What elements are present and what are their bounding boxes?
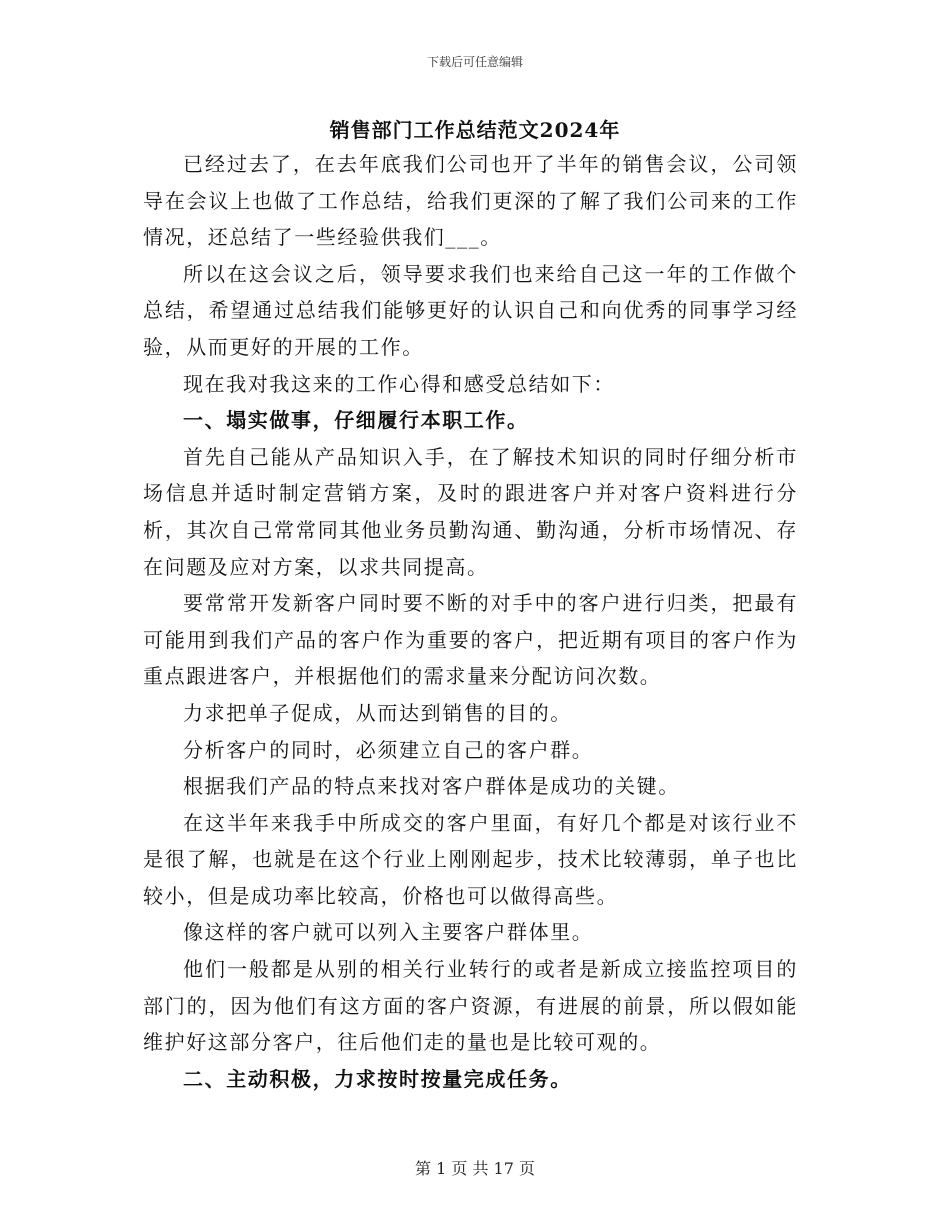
paragraph-8: 根据我们产品的特点来找对客户群体是成功的关键。: [183, 774, 680, 799]
paragraph-6: 力求把单子促成，从而达到销售的目的。: [183, 700, 572, 725]
paragraph-9: 在这半年来我手中所成交的客户里面，有好几个都是对该行业不是很了解，也就是在这个行业上刚刚起步，技术比较薄弱，单子也比较小，但是成功率比较高，价格也可以做得高些。: [143, 810, 798, 908]
header-note: 下载后可任意编辑: [426, 55, 523, 69]
paragraph-7: 分析客户的同时，必须建立自己的客户群。: [183, 737, 594, 762]
paragraph-1: 已经过去了，在去年底我们公司也开了半年的销售会议，公司领导在会议上也做了工作总结，给我们更深的了解了我们公司来的工作情况，还总结了一些经验供我们___。: [143, 152, 798, 250]
paragraph-10: 像这样的客户就可以列入主要客户群体里。: [183, 920, 594, 945]
paragraph-11: 他们一般都是从别的相关行业转行的或者是新成立接监控项目的部门的，因为他们有这方面的客户资源，有进展的前景，所以假如能维护好这部分客户，往后他们走的量也是比较可观的。: [143, 957, 798, 1055]
paragraph-5: 要常常开发新客户同时要不断的对手中的客户进行归类，把最有可能用到我们产品的客户作为重要的客户，把近期有项目的客户作为重点跟进客户，并根据他们的需求量来分配访问次数。: [143, 591, 798, 689]
paragraph-4: 首先自己能从产品知识入手，在了解技术知识的同时仔细分析市场信息并适时制定营销方案，及时的跟进客户并对客户资料进行分析，其次自己常常同其他业务员勤沟通、勤沟通，分析市场情况、存在问题及应对方案，以求共同提高。: [143, 444, 798, 579]
document-title: 销售部门工作总结范文2024年: [329, 118, 621, 142]
section-heading-1: 一、塌实做事，仔细履行本职工作。: [183, 408, 529, 433]
paragraph-2: 所以在这会议之后，领导要求我们也来给自己这一年的工作做个总结，希望通过总结我们能够更好的认识自己和向优秀的同事学习经验，从而更好的开展的工作。: [143, 261, 798, 359]
document-body: [143, 146, 798, 1097]
paragraph-3: 现在我对我这来的工作心得和感受总结如下：: [183, 371, 615, 396]
page-number: 第 1 页 共 17 页: [415, 1159, 535, 1178]
section-heading-2: 二、主动积极，力求按时按量完成任务。: [183, 1066, 572, 1091]
